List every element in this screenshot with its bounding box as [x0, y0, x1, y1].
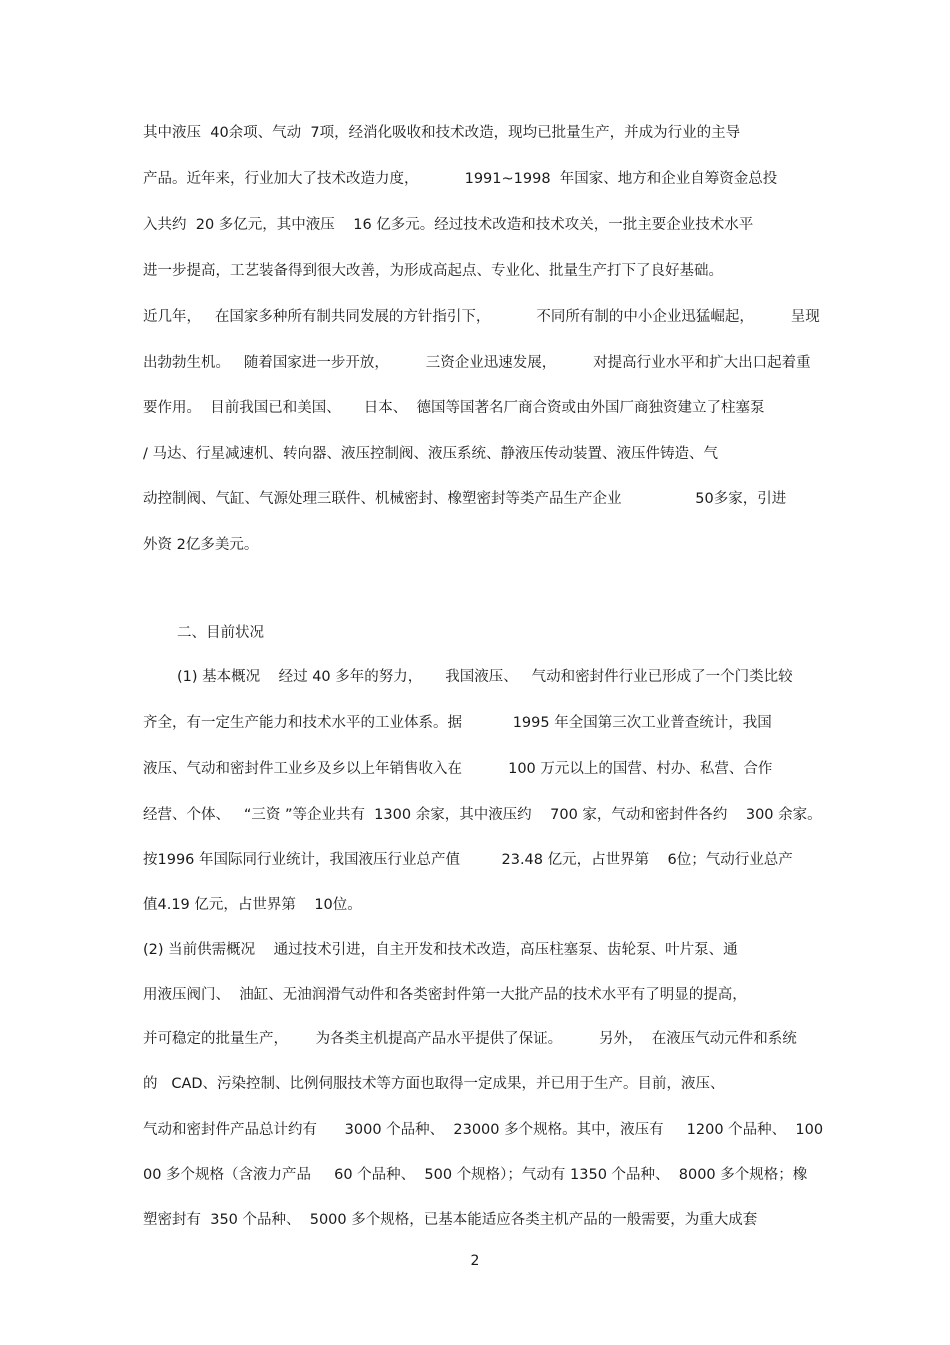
text-line: (2) 当前供需概况 通过技术引进，自主开发和技术改造，高压柱塞泵、齿轮泵、叶片泵、通 [143, 942, 738, 958]
text-line: 齐全，有一定生产能力和技术水平的工业体系。据 1995 年全国第三次工业普查统计，我国 [143, 715, 772, 731]
text-line: 气动和密封件产品总计约有 3000 个品种、 23000 多个规格。其中，液压有 1200 个品种、 100 [143, 1122, 824, 1138]
text-line: 的 CAD、污染控制、比例伺服技术等方面也取得一定成果，并已用于生产。目前，液压、 [143, 1076, 725, 1092]
text-line: 动控制阀、气缸、气源处理三联件、机械密封、橡塑密封等类产品生产企业 50多家，引进 [143, 491, 787, 507]
text-line: 用液压阀门、 油缸、无油润滑气动件和各类密封件第一大批产品的技术水平有了明显的提高， [143, 987, 747, 1003]
text-line: 液压、气动和密封件工业乡及乡以上年销售收入在 100 万元以上的国营、村办、私营、合作 [143, 761, 773, 777]
text-line: 00 多个规格（含液力产品 60 个品种、 500 个规格）；气动有 1350 个品种、 8000 多个规格；橡 [143, 1167, 808, 1183]
text-line: / 马达、行星减速机、转向器、液压控制阀、液压系统、静液压传动装置、液压件铸造、气 [143, 446, 718, 462]
text-line: 产品。近年来，行业加大了技术改造力度， 1991~1998 年国家、地方和企业自筹资金总投 [143, 171, 778, 187]
text-line: 塑密封有 350 个品种、 5000 多个规格，已基本能适应各类主机产品的一般需要，为重大成套 [143, 1212, 758, 1228]
page-number: 2 [470, 1253, 480, 1269]
text-line: 入共约 20 多亿元，其中液压 16 亿多元。经过技术改造和技术攻关，一批主要企业技术水平 [143, 217, 754, 233]
text-line: 要作用。 目前我国已和美国、 日本、 德国等国著名厂商合资或由外国厂商独资建立了柱塞泵 [143, 400, 765, 416]
text-line: 经营、个体、 “三资 ”等企业共有 1300 余家，其中液压约 700 家，气动和密封件各约 300 余家。 [143, 807, 822, 823]
text-line: 近几年， 在国家多种所有制共同发展的方针指引下， 不同所有制的中小企业迅猛崛起， 呈现 [143, 309, 820, 325]
text-line: 并可稳定的批量生产， 为各类主机提高产品水平提供了保证。 另外， 在液压气动元件和系统 [143, 1031, 797, 1047]
text-line: 外资 2亿多美元。 [143, 537, 259, 553]
section-heading: 二、目前状况 [177, 625, 264, 641]
text-line: 出勃勃生机。 随着国家进一步开放， 三资企业迅速发展， 对提高行业水平和扩大出口起着重 [143, 355, 811, 371]
text-line: 其中液压 40余项、气动 7项，经消化吸收和技术改造，现均已批量生产，并成为行业的主导 [143, 125, 741, 141]
text-line: (1) 基本概况 经过 40 多年的努力， 我国液压、 气动和密封件行业已形成了一个门类比较 [177, 669, 793, 685]
text-line: 进一步提高，工艺装备得到很大改善，为形成高起点、专业化、批量生产打下了良好基础。 [143, 263, 723, 279]
text-line: 按1996 年国际同行业统计，我国液压行业总产值 23.48 亿元，占世界第 6位；气动行业总产 [143, 852, 793, 868]
text-line: 值4.19 亿元，占世界第 10位。 [143, 897, 362, 913]
